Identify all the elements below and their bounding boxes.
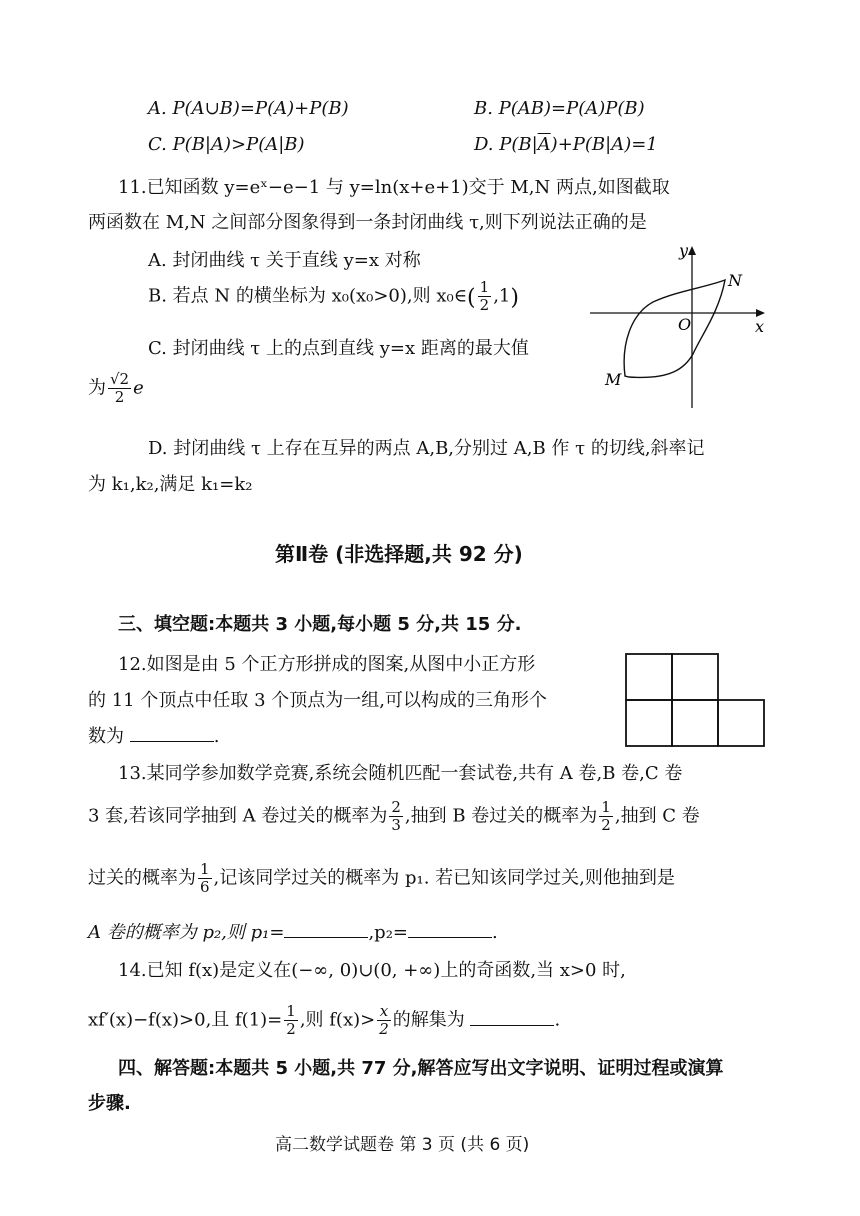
q11-option-d-line1: D. 封闭曲线 τ 上存在互异的两点 A,B,分别过 A,B 作 τ 的切线,斜率记 bbox=[148, 438, 705, 459]
q11-stem-line1: 11.已知函数 y=eˣ−e−1 与 y=ln(x+e+1)交于 M,N 两点,如图截取 bbox=[118, 177, 670, 198]
graph-x-label: x bbox=[755, 317, 765, 336]
q12-square-figure bbox=[624, 652, 768, 748]
q14-line1: 14.已知 f(x)是定义在(−∞, 0)∪(0, +∞)上的奇函数,当 x>0 时, bbox=[118, 960, 626, 981]
q14-line2: xf′(x)−f(x)>0,且 f(1)= $\frac{1}{2}$ ,则 f(x)> $\frac{x}{2}$ 的解集为 . bbox=[88, 1002, 561, 1038]
part-3-title: 三、填空题:本题共 3 小题,每小题 5 分,共 15 分. bbox=[118, 614, 522, 635]
part-4-title: 四、解答题:本题共 5 小题,共 77 分,解答应写出文字说明、证明过程或演算 bbox=[118, 1058, 724, 1079]
q13-line3: 过关的概率为 $\frac{1}{6}$ ,记该同学过关的概率为 p₁. 若已知该同学过关,则他抽到是 bbox=[88, 860, 675, 896]
q11-stem-line2: 两函数在 M,N 之间部分图象得到一条封闭曲线 τ,则下列说法正确的是 bbox=[88, 212, 647, 233]
x-axis-arrow-icon bbox=[756, 309, 765, 317]
q10-option-d: D. $P(B|\overline{A})+P(B|A)=1$ bbox=[474, 134, 658, 155]
q11-graph bbox=[585, 240, 775, 415]
q13-p2-blank bbox=[408, 923, 492, 938]
q12-line2: 的 11 个顶点中任取 3 个顶点为一组,可以构成的三角形个 bbox=[88, 690, 547, 711]
y-axis-arrow-icon bbox=[688, 246, 696, 255]
q13-p1-blank bbox=[284, 923, 368, 938]
graph-origin-label: O bbox=[678, 315, 692, 334]
q14-answer-blank bbox=[470, 1011, 554, 1026]
q10-option-b: B. P(AB)=P(A)P(B) bbox=[474, 98, 645, 119]
part-4-title-cont: 步骤. bbox=[88, 1093, 131, 1114]
q13-line4: A 卷的概率为 p₂,则 p₁= ,p₂= . bbox=[88, 922, 498, 943]
q11-option-c-line2: 为 $\frac{√2}{2}$ e bbox=[88, 370, 144, 406]
q10-option-c: C. P(B|A)>P(A|B) bbox=[148, 134, 305, 155]
closed-curve-tau bbox=[624, 280, 725, 377]
q11-option-b: B. 若点 N 的横坐标为 x₀(x₀>0),则 x₀∈( $\frac{1}{2}$ ,1) bbox=[148, 278, 519, 314]
section-2-title: 第Ⅱ卷 (非选择题,共 92 分) bbox=[275, 542, 523, 566]
graph-point-m-label: M bbox=[605, 370, 622, 389]
q11-option-a: A. 封闭曲线 τ 关于直线 y=x 对称 bbox=[148, 250, 421, 271]
graph-point-n-label: N bbox=[728, 271, 742, 290]
q10-option-a: A. P(A∪B)=P(A)+P(B) bbox=[148, 98, 349, 119]
q13-line1: 13.某同学参加数学竞赛,系统会随机匹配一套试卷,共有 A 卷,B 卷,C 卷 bbox=[118, 763, 683, 784]
q12-answer-blank bbox=[130, 727, 214, 742]
q12-line3: 数为 . bbox=[88, 726, 220, 747]
graph-y-label: y bbox=[679, 241, 689, 260]
q13-line2: 3 套,若该同学抽到 A 卷过关的概率为 $\frac{2}{3}$ ,抽到 B 卷过关的概率为 $\frac{1}{2}$ ,抽到 C 卷 bbox=[88, 798, 700, 834]
q11-option-d-line2: 为 k₁,k₂,满足 k₁=k₂ bbox=[88, 474, 253, 495]
q12-line1: 12.如图是由 5 个正方形拼成的图案,从图中小正方形 bbox=[118, 654, 536, 675]
q11-option-c-line1: C. 封闭曲线 τ 上的点到直线 y=x 距离的最大值 bbox=[148, 338, 529, 359]
page-footer: 高二数学试题卷 第 3 页 (共 6 页) bbox=[275, 1135, 530, 1155]
